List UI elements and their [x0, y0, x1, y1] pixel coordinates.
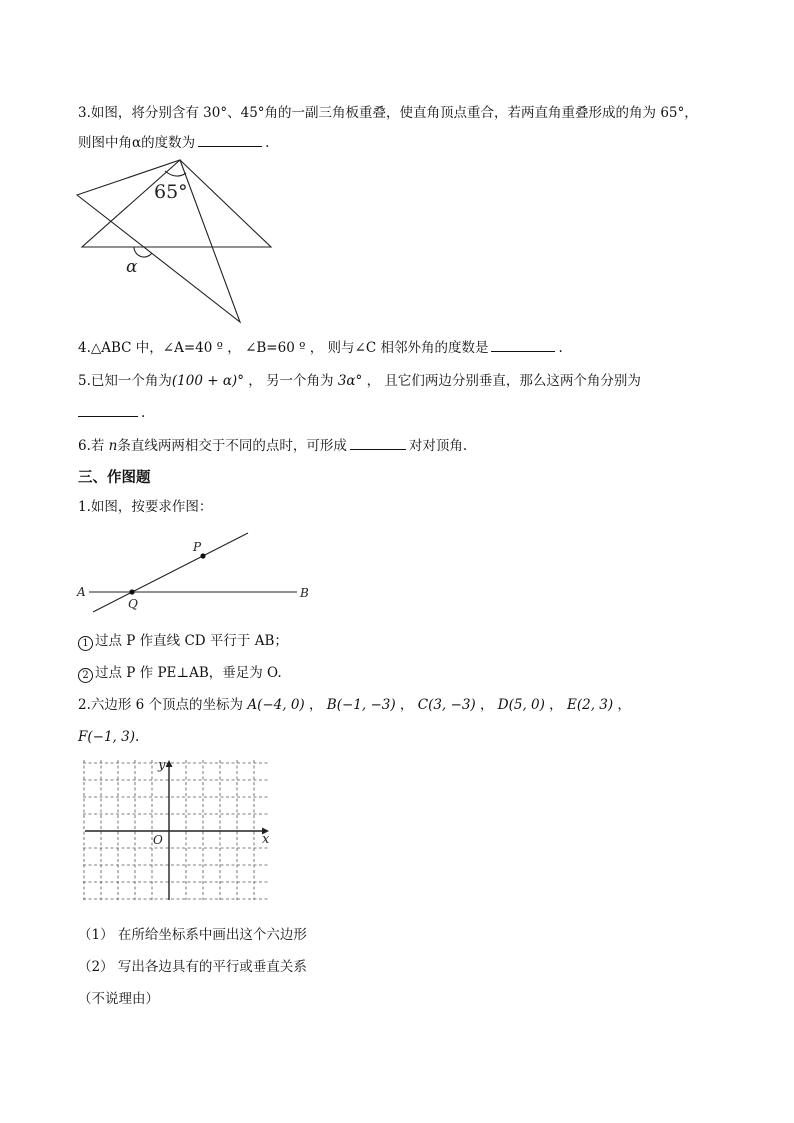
label-b: B — [300, 586, 309, 600]
angle-65-label: 65° — [154, 181, 188, 203]
draw-q1-step2 — [78, 664, 282, 683]
q4-answer-blank[interactable] — [491, 339, 555, 352]
q2-sep: ， — [304, 697, 327, 713]
q3-line2-text: 则图中角α的度数为 — [78, 135, 196, 151]
label-a: A — [77, 585, 86, 599]
q2-end: . — [134, 729, 140, 745]
q6-line — [78, 437, 467, 455]
q5-line1 — [78, 372, 641, 390]
draw-q1-step1 — [78, 632, 288, 651]
q5-expr2: 3α° — [337, 373, 363, 389]
q3-triangles-figure — [72, 158, 282, 333]
draw-q2-sub1: （1） 在所给坐标系中画出这个六边形 — [78, 927, 307, 943]
angle-65-arc — [165, 171, 186, 176]
q2-point-e: E(2, 3) — [566, 697, 614, 713]
section-title: 三、作图题 — [78, 470, 151, 486]
q5-line2 — [78, 404, 145, 422]
q6-n: n — [108, 438, 118, 454]
draw-q2-sub3: （不说理由） — [78, 991, 159, 1007]
q2-point-b: B(−1, −3) — [326, 697, 396, 713]
q3-line1: 3.如图，将分别含有 30°、45°角的一副三角板重叠，使直角顶点重合，若两直角重叠形成的角为 65°， — [78, 105, 698, 121]
q5-end: . — [141, 405, 146, 421]
draw-q2-sub2: （2） 写出各边具有的平行或垂直关系 — [78, 959, 307, 975]
step1-text: 过点 P 作直线 CD 平行于 AB； — [95, 633, 288, 649]
triangle-45 — [82, 160, 271, 247]
alpha-label: α — [126, 257, 138, 277]
q5-expr1: (100 + α)° — [171, 373, 244, 389]
draw-q2-line2 — [78, 728, 139, 746]
q6-text-a: 6.若 — [78, 438, 109, 454]
line-pq — [93, 533, 248, 612]
origin-label: O — [153, 833, 163, 847]
point-p — [200, 553, 205, 558]
q5-text-a: 5.已知一个角为 — [78, 373, 172, 389]
y-axis-label: y — [158, 758, 166, 773]
q5-answer-blank[interactable] — [78, 404, 138, 417]
q4-end: . — [558, 340, 563, 356]
q2-point-d: D(5, 0) — [497, 697, 545, 713]
draw-q1-line: 1.如图，按要求作图： — [78, 499, 213, 515]
point-q — [129, 589, 134, 594]
q6-text-b: 条直线两两相交于不同的点时，可形成 — [117, 438, 347, 454]
q3-line2 — [78, 134, 269, 152]
q5-text-c: ， 且它们两边分别垂直，那么这两个角分别为 — [362, 373, 641, 389]
coordinate-grid — [80, 757, 280, 902]
q4-line — [78, 339, 563, 357]
step2-text: 过点 P 作 PE⊥AB，垂足为 O. — [95, 665, 282, 681]
q3-answer-blank[interactable] — [198, 134, 262, 147]
label-q: Q — [128, 597, 138, 611]
q6-end: 对对顶角. — [408, 438, 468, 454]
label-p: P — [193, 540, 202, 554]
q2-text: 2.六边形 6 个顶点的坐标为 — [78, 697, 248, 713]
q1-line-figure — [75, 530, 320, 615]
y-axis-arrow — [166, 760, 173, 767]
draw-q2-line1 — [78, 696, 631, 714]
x-axis-label: x — [262, 832, 270, 847]
q3-line2-end: . — [265, 135, 270, 151]
q2-point-c: C(3, −3) — [417, 697, 476, 713]
step2-number: 2 — [78, 668, 93, 683]
q5-text-b: ， 另一个角为 — [243, 373, 338, 389]
q4-text: 4.△ABC 中，∠A=40 º ， ∠B=60 º ， 则与∠C 相邻外角的度数是 — [78, 340, 489, 356]
q2-sep: ， — [544, 697, 567, 713]
q2-point-f: F(−1, 3) — [78, 729, 135, 745]
q2-sep: ， — [475, 697, 498, 713]
q2-point-a: A(−4, 0) — [247, 697, 305, 713]
q6-answer-blank[interactable] — [350, 437, 406, 450]
step1-number: 1 — [78, 636, 93, 651]
q2-sep: ， — [613, 697, 631, 713]
q2-sep: ， — [395, 697, 418, 713]
